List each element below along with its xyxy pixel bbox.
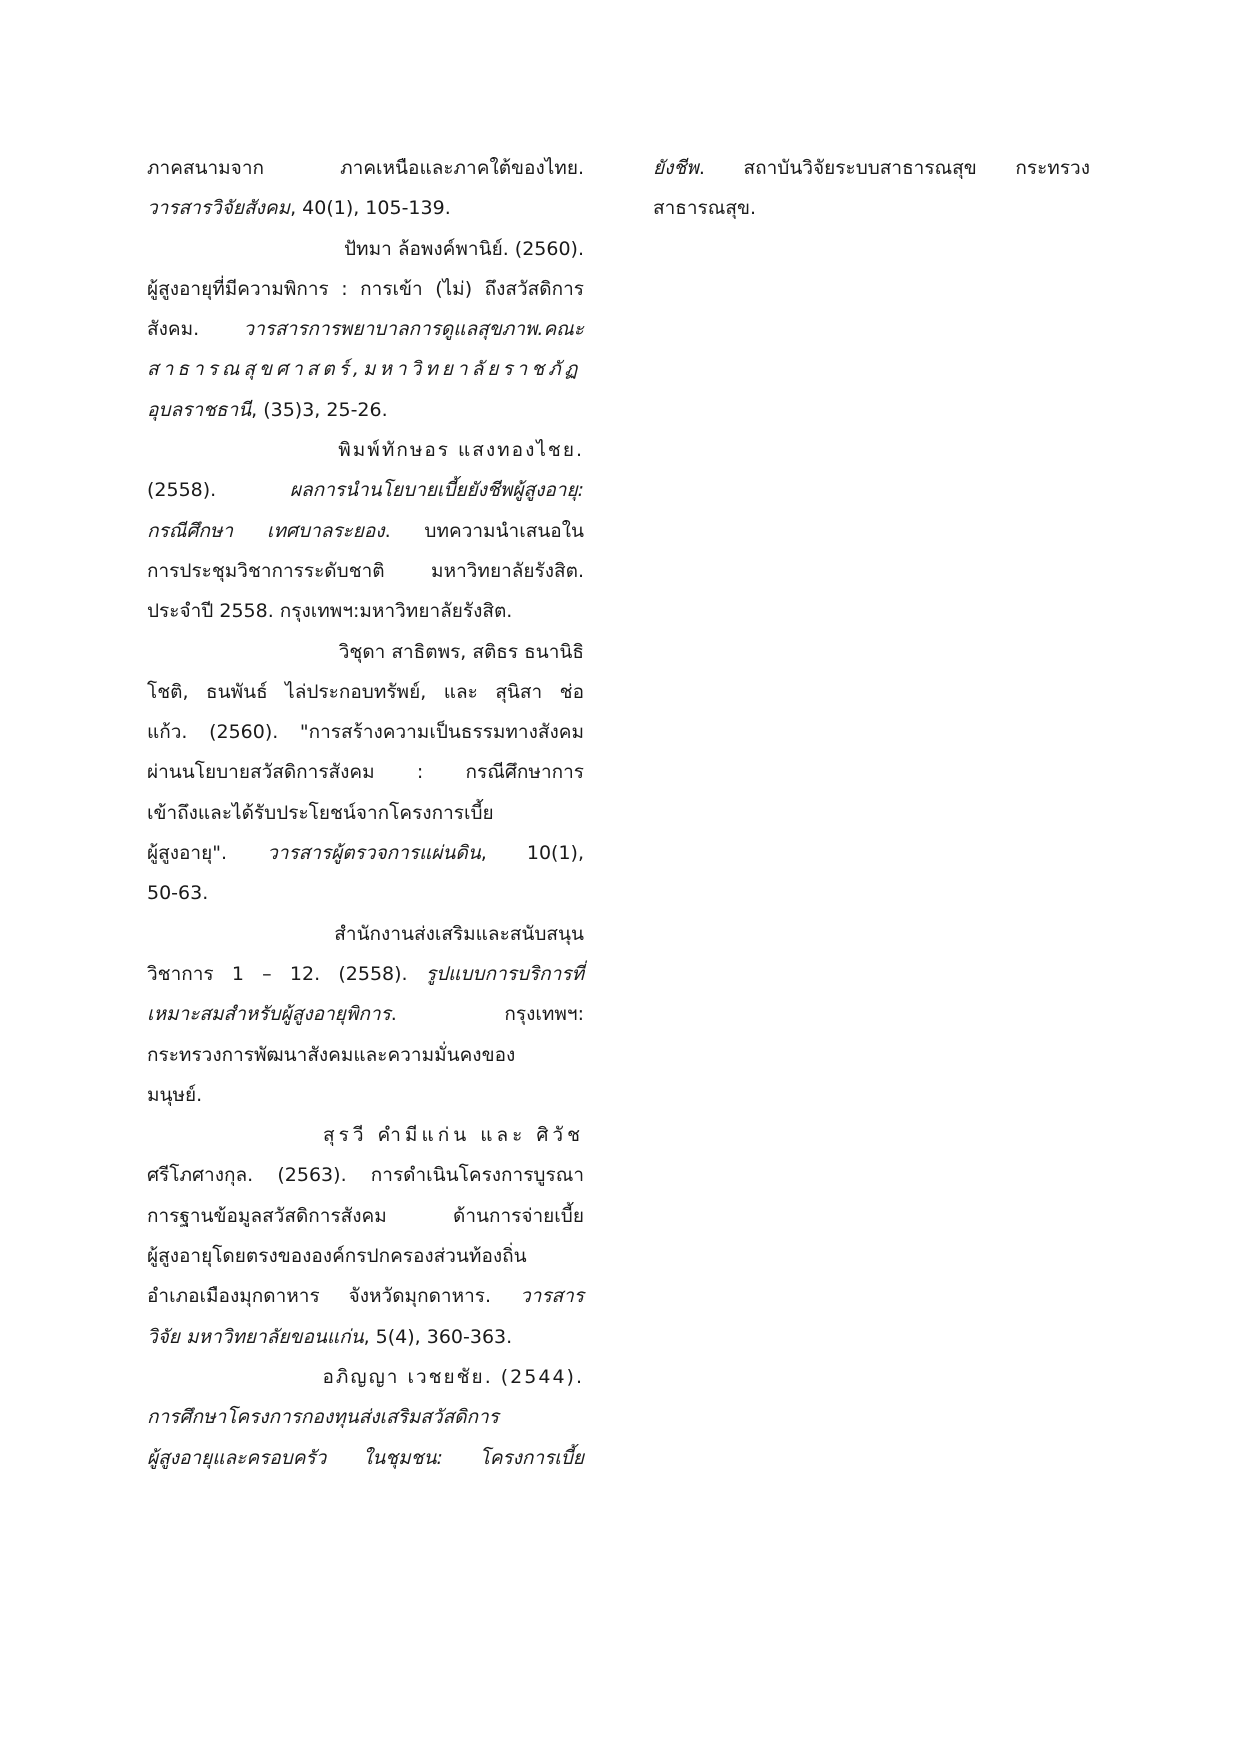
journal-title: สาธารณสุขศาสตร์,มหาวิทยาลัยราชภัฏ	[147, 358, 582, 381]
reference-author: อภิญญา เวชยชัย. (2544).	[322, 1365, 584, 1388]
text-span: สังคม.	[147, 318, 244, 341]
reference-line	[147, 954, 584, 994]
text-span: ผู้สูงอายุโดยตรงขององค์กรปกครองส่วนท้องถิ่น	[147, 1245, 527, 1268]
text-span: ผู้สูงอายุที่มีความพิการ : การเข้า (ไม่) ถึงสวัสดิการ	[147, 277, 584, 300]
reference-line	[147, 269, 584, 309]
reference-author-line	[147, 229, 584, 269]
text-span: . กรุงเทพฯ:	[390, 1003, 584, 1026]
text-span: . สถาบันวิจัยระบบสาธารณสุข กระทรวง	[698, 157, 1090, 179]
text-span: ประจำปี 2558. กรุงเทพฯ:มหาวิทยาลัยรังสิต.	[147, 600, 513, 623]
text-span: เข้าถึงและได้รับประโยชน์จากโครงการเบี้ย	[147, 801, 494, 824]
reference-line	[147, 672, 584, 712]
reference-line	[147, 873, 584, 913]
reference-line	[147, 1317, 584, 1357]
text-span: แก้ว. (2560). "การสร้างความเป็นธรรมทางสังคม	[147, 721, 584, 744]
reference-line	[653, 188, 1090, 228]
text-span: , 5(4), 360-363.	[363, 1325, 513, 1348]
journal-title: วารสาร	[519, 1285, 584, 1308]
reference-line	[147, 1155, 584, 1195]
book-title: กรณีศึกษา เทศบาลระยอง	[147, 519, 385, 542]
book-title: รูปแบบการบริการที่	[425, 962, 584, 985]
reference-line	[147, 148, 584, 188]
book-title: ผู้สูงอายุและครอบครัว ในชุมชน: โครงการเบี้ย	[147, 1446, 584, 1469]
reference-line	[653, 148, 1090, 188]
reference-line	[147, 188, 584, 228]
text-span: (2558).	[147, 479, 290, 502]
text-span: วิชาการ 1 – 12. (2558).	[147, 962, 426, 985]
reference-line	[147, 1196, 584, 1236]
text-span: การฐานข้อมูลสวัสดิการสังคม ด้านการจ่ายเบี้ย	[147, 1204, 584, 1227]
reference-line	[147, 551, 584, 591]
text-span: อำเภอเมืองมุกดาหาร จังหวัดมุกดาหาร.	[147, 1285, 520, 1308]
text-span: การประชุมวิชาการระดับชาติ มหาวิทยาลัยรังสิต.	[147, 559, 584, 582]
reference-line	[147, 1236, 584, 1276]
reference-line	[147, 1035, 584, 1075]
reference-line	[147, 591, 584, 631]
reference-author: สุรวี คำมีแก่น และ ศิวัช	[323, 1124, 584, 1147]
reference-line	[147, 994, 584, 1034]
references-left-column	[147, 148, 584, 1478]
text-span: ศรีโภศางกุล. (2563). การดำเนินโครงการบูรณา	[147, 1164, 584, 1187]
text-span: กระทรวงการพัฒนาสังคมและความมั่นคงของ	[147, 1043, 516, 1066]
journal-title: วารสารผู้ตรวจการแผ่นดิน	[267, 842, 481, 865]
reference-line	[147, 511, 584, 551]
book-title: เหมาะสมสำหรับผู้สูงอายุพิการ	[147, 1003, 391, 1026]
reference-line	[147, 1438, 584, 1478]
text-span: ภาคสนามจาก ภาคเหนือและภาคใต้ของไทย.	[147, 157, 584, 179]
journal-title: วิจัย มหาวิทยาลัยขอนแก่น	[147, 1325, 364, 1348]
reference-line	[147, 1075, 584, 1115]
references-right-column	[653, 148, 1090, 229]
reference-line	[147, 390, 584, 430]
text-span: 50-63.	[147, 882, 209, 905]
text-span: . บทความนำเสนอใน	[384, 519, 584, 542]
book-title: ผลการนำนโยบายเบี้ยยังชีพผู้สูงอายุ:	[289, 479, 584, 502]
reference-author-line	[147, 430, 584, 470]
reference-author: พิมพ์ทักษอร แสงทองไชย.	[338, 439, 584, 462]
reference-author: ปัทมา ล้อพงค์พานิย์. (2560).	[344, 237, 584, 260]
reference-author: สำนักงานส่งเสริมและสนับสนุน	[334, 922, 584, 945]
reference-line	[147, 1276, 584, 1316]
text-span: ผู้สูงอายุ".	[147, 842, 268, 865]
reference-author-line	[147, 1357, 584, 1397]
book-title: ยังชีพ	[653, 157, 699, 179]
journal-title: วารสารวิจัยสังคม	[147, 197, 291, 220]
reference-line	[147, 712, 584, 752]
reference-author: วิชุดา สาธิตพร, สติธร ธนานิธิ	[338, 640, 584, 663]
reference-line	[147, 309, 584, 349]
text-span: , (35)3, 25-26.	[251, 398, 388, 421]
book-title: การศึกษาโครงการกองทุนส่งเสริมสวัสดิการ	[147, 1406, 499, 1429]
text-span: ผ่านนโยบายสวัสดิการสังคม : กรณีศึกษาการ	[147, 761, 584, 784]
reference-line	[147, 1397, 584, 1437]
journal-title: อุบลราชธานี	[147, 398, 252, 421]
reference-line	[147, 793, 584, 833]
text-span: โชติ, ธนพันธ์ ไล่ประกอบทรัพย์, และ สุนิสา ช่อ	[147, 680, 584, 703]
text-span: สาธารณสุข.	[653, 197, 756, 220]
reference-line	[147, 349, 584, 389]
reference-author-line	[147, 914, 584, 954]
reference-author-line	[147, 632, 584, 672]
text-span: มนุษย์.	[147, 1083, 203, 1106]
text-span: , 10(1),	[480, 842, 584, 865]
reference-author-line	[147, 1115, 584, 1155]
reference-line	[147, 752, 584, 792]
journal-title: วารสารการพยาบาลการดูแลสุขภาพ.คณะ	[243, 318, 584, 341]
reference-line	[147, 470, 584, 510]
reference-line	[147, 833, 584, 873]
text-span: , 40(1), 105-139.	[290, 197, 451, 220]
